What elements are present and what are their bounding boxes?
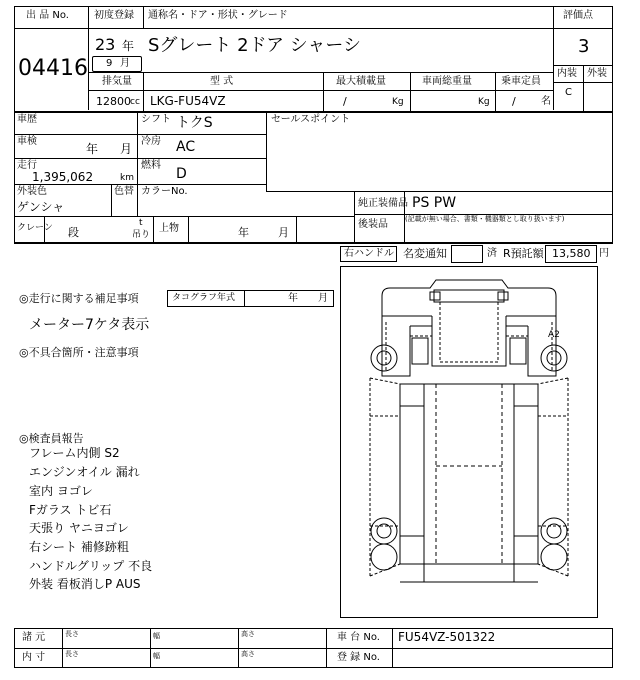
shift-value: トクS	[176, 115, 213, 131]
inspector-item: ハンドルグリップ 不良	[29, 559, 153, 573]
inspector-item: エンジンオイル 漏れ	[29, 465, 140, 479]
grade-value: 3	[578, 36, 590, 57]
details-block	[14, 112, 613, 243]
inspector-item: Fガラス トビ石	[29, 503, 112, 517]
genuine-equipment: PS PW	[412, 195, 457, 211]
defects-label: ◎不具合箇所・注意事項	[19, 346, 139, 359]
inspector-item: フレーム内側 S2	[29, 446, 120, 460]
chassis-number: FU54VZ-501322	[398, 630, 496, 644]
meter-note: メーター7ケタ表示	[29, 317, 150, 333]
model-code: LKG-FU54VZ	[150, 94, 226, 108]
inspector-item: 右シート 補修跡粗	[29, 540, 129, 554]
exterior-grade: C	[565, 87, 572, 98]
lot-number: 04416	[18, 56, 88, 81]
inspector-item: 外装 看板消しP AUS	[29, 577, 141, 591]
reg-year: 23	[95, 35, 116, 54]
sales-point-label: セールスポイント	[271, 114, 351, 125]
grade-label: 評価点	[563, 10, 593, 21]
mileage-value: 1,395,062	[32, 170, 94, 184]
vehicle-name: Sグレート 2ドア シャーシ	[148, 35, 362, 56]
inspector-item: 天張り ヤニヨゴレ	[29, 521, 129, 535]
vehicle-name-label: 通称名・ドア・形状・グレード	[148, 10, 288, 21]
exterior-color: ゲンシャ	[17, 200, 65, 214]
inspector-label: ◎検査員報告	[19, 432, 84, 445]
fuel-value: D	[176, 166, 187, 182]
first-reg-label: 初度登録	[94, 10, 134, 21]
aircon-value: AC	[176, 139, 196, 155]
truck-diagram	[340, 266, 598, 618]
inspector-item: 室内 ヨゴレ	[29, 484, 93, 498]
recycle-amount: 13,580	[552, 247, 591, 260]
displacement: 12800	[96, 95, 131, 108]
damage-mark-a2: A2	[548, 330, 560, 340]
driving-remarks-label: ◎走行に関する補足事項	[19, 292, 139, 305]
lot-label: 出 品 No.	[26, 10, 69, 21]
